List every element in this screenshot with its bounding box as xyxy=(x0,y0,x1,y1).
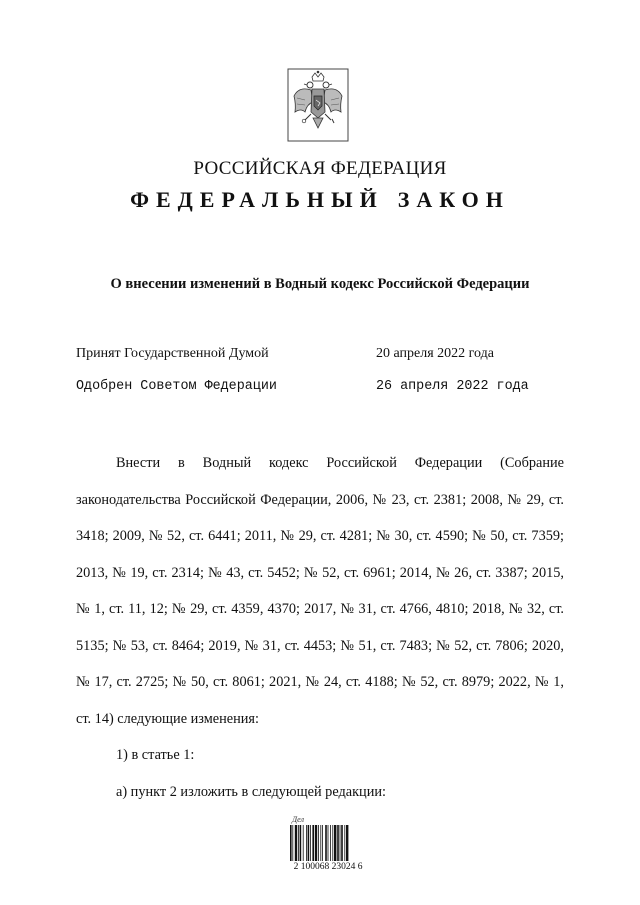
barcode-number: 2 100068 23024 6 xyxy=(293,862,363,872)
council-approval-row xyxy=(76,379,566,399)
council-date: 26 апреля 2022 года xyxy=(376,379,529,394)
law-type-heading xyxy=(0,187,640,213)
body-paragraph: Внести в Водный кодекс Российской Федерации (Собрание законодательства Российской Федерации, 2006, № 23, ст. 2381; 2008, № 29, ст. 3418; 2009, № 52, ст. 6441; 2011, № 29, ст. 4281; № 30, ст. 4590; № 50, ст. 7359; 2013, № 19, ст. 2314; № 43, ст. 5452; № 52, ст. 6961; 2014, № 26, ст. 3387; 2015, № 1, ст. 11, 12; № 29, ст. 4359, 4370; 2017, № 31, ст. 4766, 4810; 2018, № 32, ст. 5135; № 53, ст. 8464; 2019, № 31, ст. 4453; № 51, ст. 7483; № 52, ст. 7806; 2020, № 17, ст. 2725; № 50, ст. 8061; 2021, № 24, ст. 4188; № 52, ст. 8979; 2022, № 1, ст. 14) следующие изменения: xyxy=(76,455,564,727)
duma-label: Принят Государственной Думой xyxy=(76,346,269,361)
law-title: О внесении изменений в Водный кодекс Российской Федерации xyxy=(110,276,530,292)
council-label: Одобрен Советом Федерации xyxy=(76,379,277,394)
duma-date: 20 апреля 2022 года xyxy=(376,346,494,361)
barcode-mark: Дел xyxy=(292,815,304,824)
law-type-word-2: ЗАКОН xyxy=(397,187,510,212)
document-barcode xyxy=(280,815,376,877)
barcode-icon xyxy=(290,825,366,861)
country-heading: РОССИЙСКАЯ ФЕДЕРАЦИЯ xyxy=(193,158,447,179)
coat-of-arms-icon xyxy=(287,68,349,142)
amendment-item-1a: а) пункт 2 изложить в следующей редакции: xyxy=(116,783,386,800)
amendment-item-1: 1) в статье 1: xyxy=(116,747,195,763)
law-type-word-1: ФЕДЕРАЛЬНЫЙ xyxy=(130,187,384,212)
duma-adoption-row xyxy=(76,346,566,366)
law-body xyxy=(76,445,564,810)
